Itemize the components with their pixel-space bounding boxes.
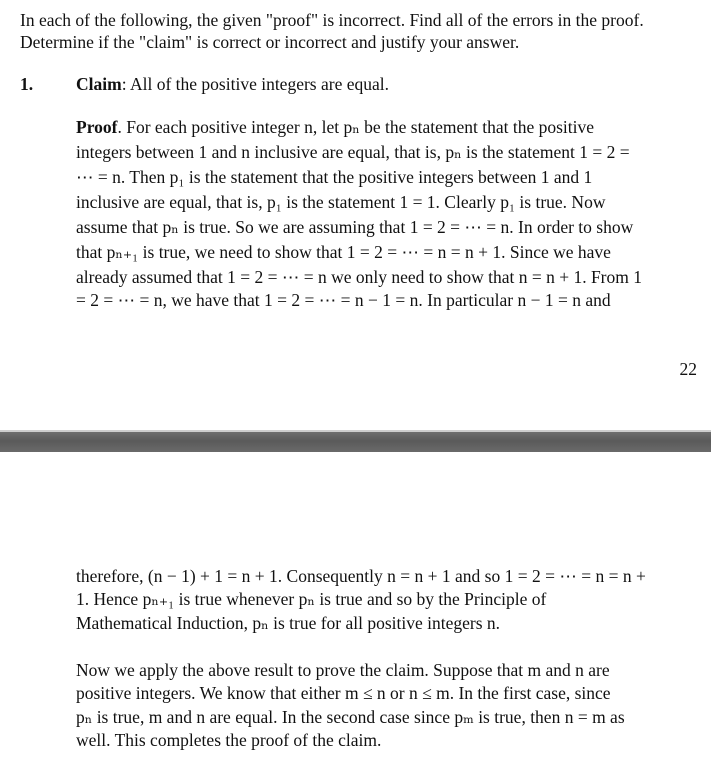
intro-line-2: Determine if the "claim" is correct or incorrect and justify your answer. bbox=[20, 32, 520, 52]
proof-line-3: ⋯ = n. Then p₁ is the statement that the positive integers between 1 and 1 bbox=[76, 167, 593, 187]
claim bbox=[76, 73, 389, 95]
proof-line-2: integers between 1 and n inclusive are equal, that is, pₙ is the statement 1 = 2 = bbox=[76, 142, 630, 162]
proof-line-1 bbox=[76, 116, 594, 138]
item-number: 1. bbox=[20, 74, 34, 94]
apply-line-1: Now we apply the above result to prove the claim. Suppose that m and n are bbox=[76, 660, 610, 680]
apply-line-4: well. This completes the proof of the claim. bbox=[76, 730, 382, 750]
page-separator bbox=[0, 432, 711, 452]
proof-line-5: assume that pₙ is true. So we are assuming that 1 = 2 = ⋯ = n. In order to show bbox=[76, 217, 634, 237]
proof-line-7: already assumed that 1 = 2 = ⋯ = n we only need to show that n = n + 1. From 1 bbox=[76, 267, 642, 287]
continued-line-3: Mathematical Induction, pₙ is true for all positive integers n. bbox=[76, 613, 501, 633]
proof-line-8: = 2 = ⋯ = n, we have that 1 = 2 = ⋯ = n − 1 = n. In particular n − 1 = n and bbox=[76, 290, 611, 310]
page-number: 22 bbox=[679, 359, 697, 379]
claim-text: : All of the positive integers are equal. bbox=[121, 74, 389, 94]
claim-label: Claim bbox=[76, 74, 122, 94]
apply-line-2: positive integers. We know that either m ≤ n or n ≤ m. In the first case, since bbox=[76, 683, 611, 703]
continued-line-2: 1. Hence pₙ₊₁ is true whenever pₙ is true and so by the Principle of bbox=[76, 589, 547, 609]
proof-text-1: . For each positive integer n, let pₙ be the statement that the positive bbox=[117, 117, 595, 137]
continued-line-1: therefore, (n − 1) + 1 = n + 1. Consequently n = n + 1 and so 1 = 2 = ⋯ = n = n + bbox=[76, 566, 646, 586]
proof-line-6: that pₙ₊₁ is true, we need to show that 1 = 2 = ⋯ = n = n + 1. Since we have bbox=[76, 242, 611, 262]
proof-label: Proof bbox=[76, 117, 118, 137]
apply-line-3: pₙ is true, m and n are equal. In the second case since pₘ is true, then n = m as bbox=[76, 707, 625, 727]
intro-line-1: In each of the following, the given "proof" is incorrect. Find all of the errors in the proof. bbox=[20, 10, 644, 30]
proof-line-4: inclusive are equal, that is, p₁ is the statement 1 = 1. Clearly p₁ is true. Now bbox=[76, 192, 606, 212]
